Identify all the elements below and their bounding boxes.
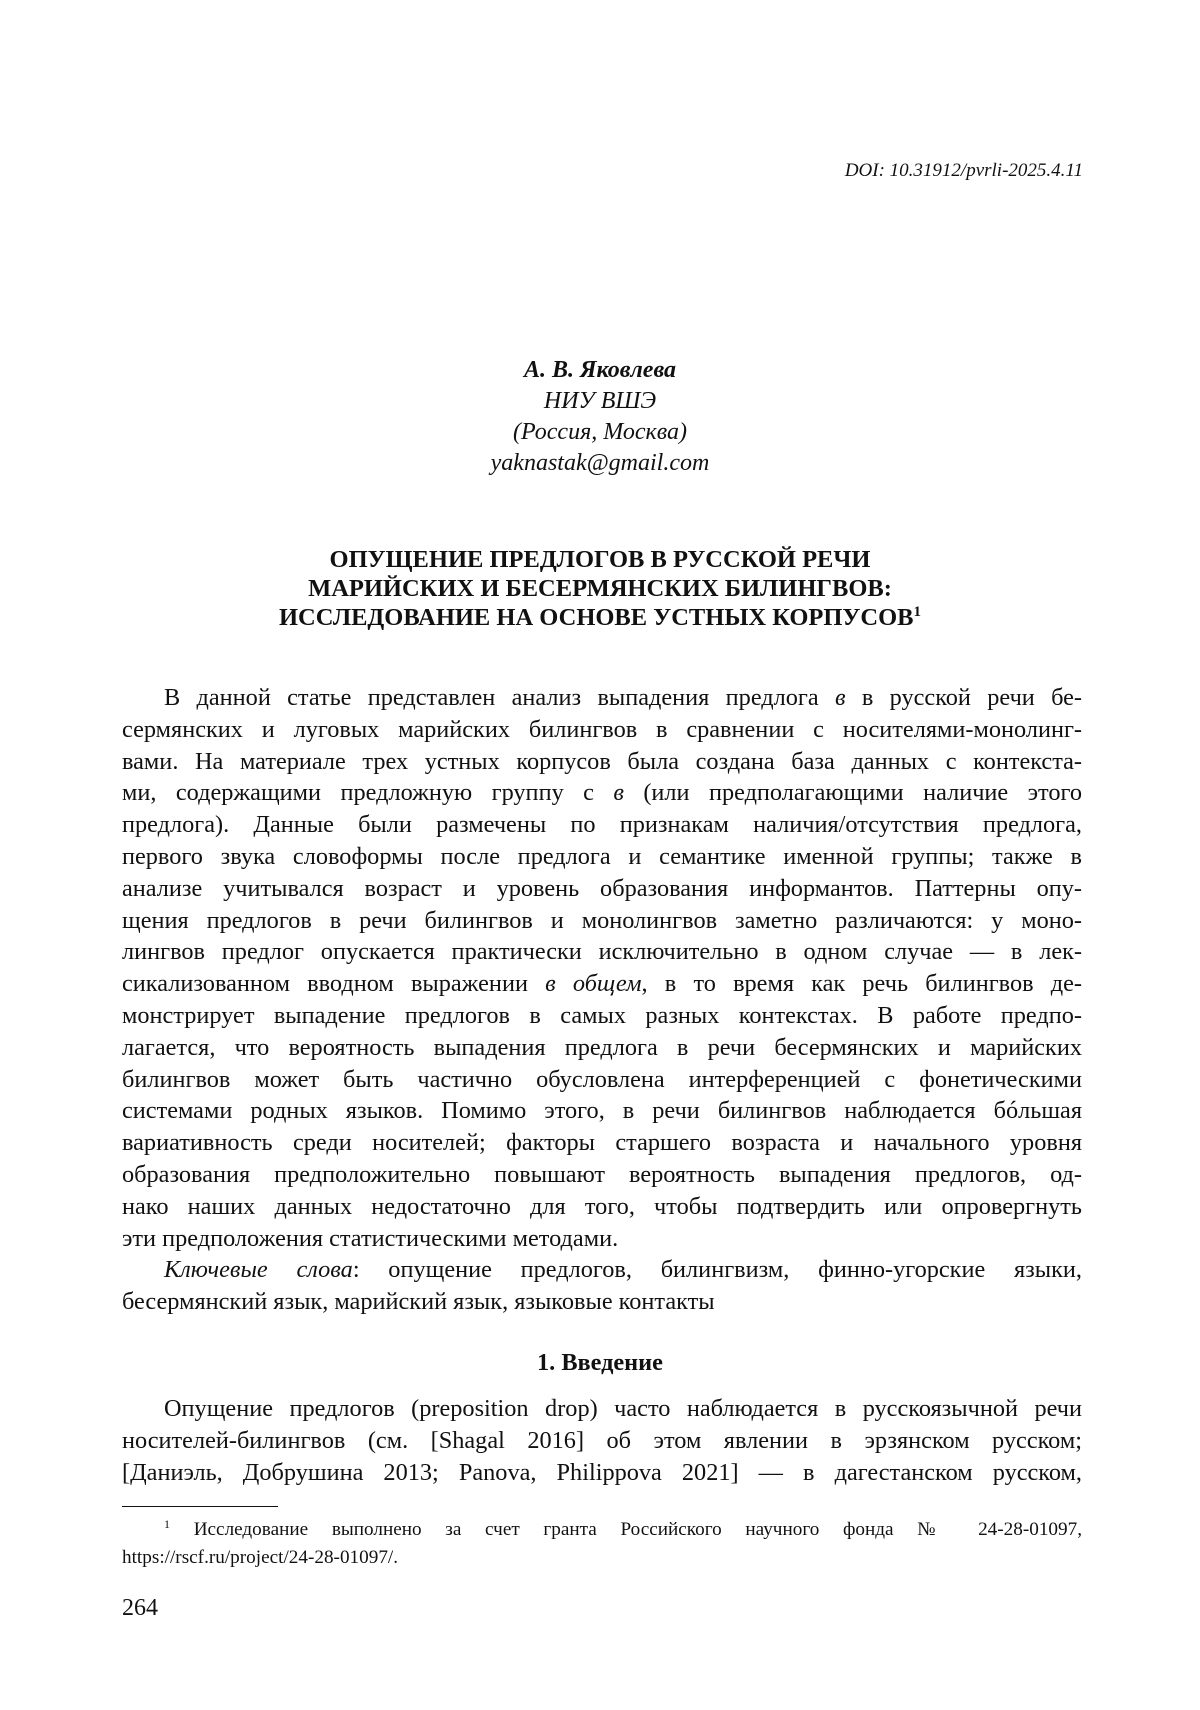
- abstract-line: предлога). Данные были размечены по признакам наличия/отсутствия предлога,: [122, 811, 1082, 839]
- preposition-v: в: [835, 684, 846, 711]
- title-line: [0, 603, 1200, 632]
- keywords-line: бесермянский язык, марийский язык, языковые контакты: [122, 1288, 715, 1316]
- intro-line: Опущение предлогов (preposition drop) часто наблюдается в русскоязычной речи: [164, 1395, 1082, 1422]
- abstract-line: первого звука словоформы после предлога и семантике именной группы; также в: [122, 842, 1082, 870]
- author-location: (Россия, Москва): [512, 419, 688, 445]
- author-block: [0, 355, 1200, 479]
- abstract-line: монстрирует выпадение предлогов в самых разных контекстах. В работе предпо-: [122, 1001, 1082, 1029]
- author-email: yaknastak@gmail.com: [490, 450, 710, 476]
- page-number: 264: [122, 1595, 158, 1621]
- abstract-line: образования предположительно повышают вероятность выпадения предлогов, од-: [122, 1160, 1082, 1188]
- abstract-line: сикализованном вводном выражении в общем, в то время как речь билингвов де-: [122, 970, 1082, 998]
- intro-line: [Даниэль, Добрушина 2013; Panova, Philippova 2021] — в дагестанском русском,: [122, 1458, 1082, 1486]
- footnote: [122, 1516, 1082, 1572]
- phrase-v-obshchem: в общем: [545, 970, 642, 998]
- abstract-line: лингвов предлог опускается практически исключительно в одном случае — в лек-: [122, 938, 1082, 966]
- abstract-line: В данной статье представлен анализ выпадения предлога в в русской речи бе-: [164, 684, 1083, 711]
- author-name: А. В. Яковлева: [523, 357, 677, 383]
- footnote-number: 1: [164, 1517, 170, 1531]
- preposition-v: в: [613, 779, 624, 807]
- keywords-label: Ключевые слова: [164, 1256, 353, 1284]
- title-footnote-ref[interactable]: 1: [913, 604, 921, 620]
- title-line-text: ИССЛЕДОВАНИЕ НА ОСНОВЕ УСТНЫХ КОРПУСОВ: [278, 604, 914, 631]
- footnote-divider: [122, 1506, 278, 1507]
- abstract-line: сермянских и луговых марийских билингвов в сравнении с носителями-монолинг-: [122, 715, 1082, 743]
- abstract-line: вариативность среди носителей; факторы старшего возраста и начального уровня: [122, 1129, 1082, 1157]
- abstract-line: эти предположения статистическими методами.: [122, 1224, 619, 1252]
- abstract: [122, 682, 1082, 1318]
- abstract-line: нако наших данных недостаточно для того, чтобы подтвердить или опровергнуть: [122, 1192, 1082, 1220]
- footnote-line: $^1$ Исследование выполнено за счет гранта Российского научного фонда № 24-28-01097,: [164, 1517, 1083, 1540]
- article-title: [0, 545, 1200, 632]
- footnote-link[interactable]: https://rscf.ru/project/24-28-01097/.: [122, 1547, 399, 1568]
- abstract-line: вами. На материале трех устных корпусов была создана база данных с контекста-: [122, 747, 1082, 775]
- abstract-line: лагается, что вероятность выпадения предлога в речи бесермянских и марийских: [122, 1033, 1082, 1061]
- abstract-line: анализе учитывался возраст и уровень образования информантов. Паттерны опу-: [122, 874, 1082, 902]
- title-line: МАРИЙСКИХ И БЕСЕРМЯНСКИХ БИЛИНГВОВ:: [308, 575, 892, 602]
- section-heading: 1. Введение: [537, 1349, 663, 1376]
- doi: DOI: 10.31912/pvrli-2025.4.11: [844, 160, 1083, 181]
- title-line: ОПУЩЕНИЕ ПРЕДЛОГОВ В РУССКОЙ РЕЧИ: [329, 546, 871, 573]
- abstract-line: ми, содержащими предложную группу с в (или предполагающими наличие этого: [122, 779, 1083, 807]
- keywords-line: Ключевые слова: опущение предлогов, билингвизм, финно-угорские языки,: [164, 1256, 1082, 1284]
- abstract-line: билингвов может быть частично обусловлена интерференцией с фонетическими: [122, 1065, 1082, 1093]
- intro-paragraph: [122, 1393, 1082, 1488]
- intro-line: носителей-билингвов (см. [Shagal 2016] об этом явлении в эрзянском русском;: [122, 1426, 1082, 1454]
- abstract-line: системами родных языков. Помимо этого, в речи билингвов наблюдается бóльшая: [122, 1097, 1082, 1125]
- abstract-line: щения предлогов в речи билингвов и монолингвов заметно различаются: у моно-: [122, 906, 1082, 934]
- author-affiliation: НИУ ВШЭ: [543, 388, 657, 414]
